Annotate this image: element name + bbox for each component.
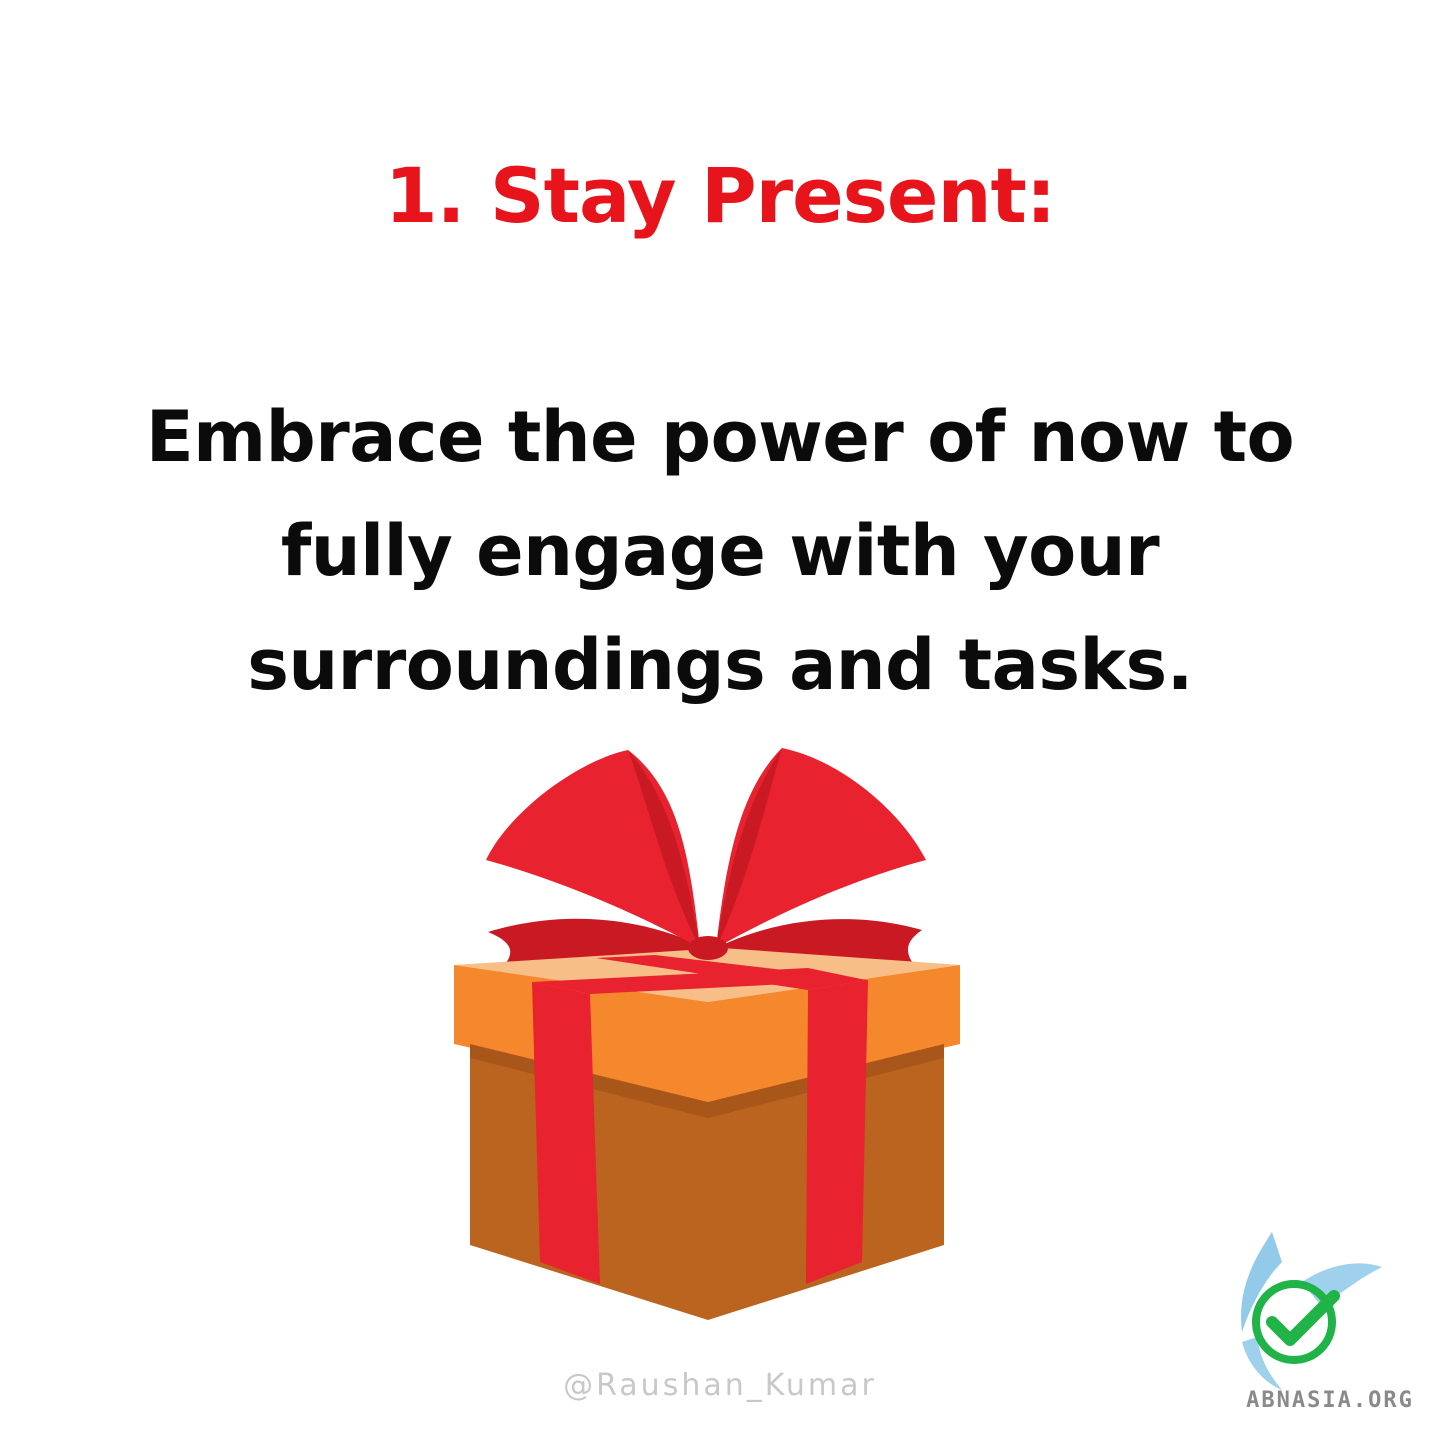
gift-box-icon (440, 740, 970, 1330)
ribbon-left-vertical (532, 982, 600, 1284)
slide-heading: 1. Stay Present: (384, 151, 1056, 240)
bow-knot (688, 936, 728, 960)
check-badge-icon (1222, 1222, 1392, 1392)
ribbon-right-vertical (806, 980, 868, 1284)
body-line: fully engage with your (280, 510, 1160, 592)
body-line: Embrace the power of now to (145, 396, 1295, 478)
author-credit: @Raushan_Kumar (563, 1368, 877, 1403)
watermark-text: ABNASIA.ORG (1246, 1388, 1414, 1413)
body-text (80, 380, 1360, 722)
body-line: surroundings and tasks. (247, 624, 1193, 706)
